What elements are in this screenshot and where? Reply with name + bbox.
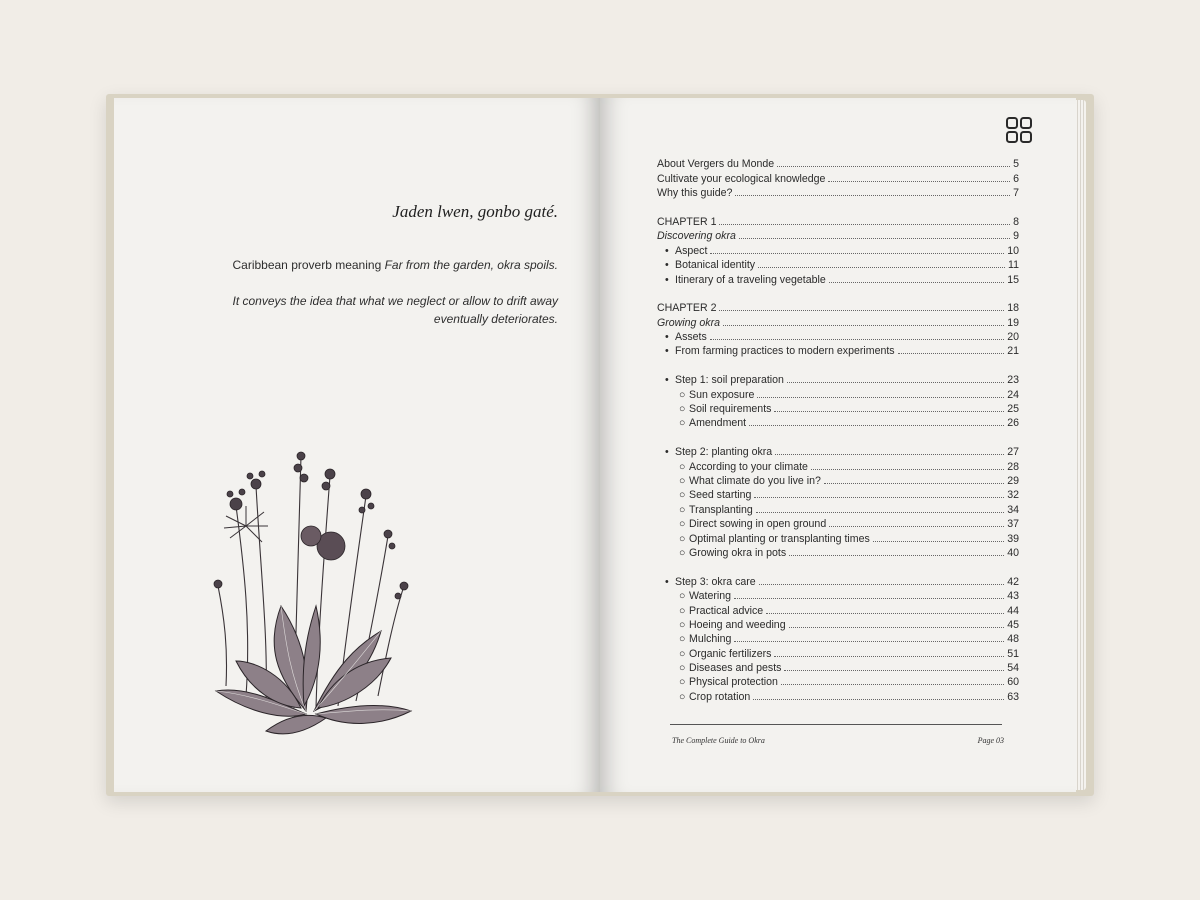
- toc-entry[interactable]: ○ Hoeing and weeding 45: [679, 618, 1019, 631]
- toc-entry[interactable]: ○ Mulching 48: [679, 633, 1019, 646]
- toc-entry[interactable]: ○ Direct sowing in open ground 37: [679, 518, 1019, 531]
- toc-entry[interactable]: ○ Diseases and pests 54: [679, 662, 1019, 675]
- meaning-prefix: Caribbean proverb meaning: [232, 258, 385, 272]
- toc-step-3[interactable]: • Step 3: okra care 42: [665, 575, 1019, 588]
- proverb-heading: Jaden lwen, gonbo gaté.: [392, 202, 558, 221]
- meaning-translation: Far from the garden, okra spoils.: [384, 258, 558, 272]
- toc-entry[interactable]: ○ Optimal planting or transplanting times 39: [679, 532, 1019, 545]
- toc-entry[interactable]: ○ Organic fertilizers 51: [679, 647, 1019, 660]
- footer-book-title: The Complete Guide to Okra: [672, 736, 765, 745]
- toc-entry[interactable]: • From farming practices to modern experiments 21: [665, 345, 1019, 358]
- proverb-explanation: It conveys the idea that what we neglect or allow to drift away eventually deteriorates.: [232, 294, 558, 326]
- toc-entry[interactable]: Cultivate your ecological knowledge 6: [657, 172, 1019, 185]
- left-page: [114, 98, 600, 792]
- four-squares-grid-icon: [1005, 116, 1033, 144]
- toc-entry[interactable]: ○ Growing okra in pots 40: [679, 546, 1019, 559]
- toc-entry[interactable]: ○ Seed starting 32: [679, 489, 1019, 502]
- toc-entry[interactable]: ○ Practical advice 44: [679, 604, 1019, 617]
- toc-entry[interactable]: ○ Sun exposure 24: [679, 388, 1019, 401]
- toc-chapter-subtitle[interactable]: Growing okra 19: [657, 316, 1019, 329]
- toc-entry[interactable]: Why this guide? 7: [657, 187, 1019, 200]
- toc-entry[interactable]: ○ According to your climate 28: [679, 460, 1019, 473]
- toc-entry[interactable]: ○ Physical protection 60: [679, 676, 1019, 689]
- right-page: [600, 98, 1076, 792]
- toc-entry[interactable]: ○ Amendment 26: [679, 417, 1019, 430]
- footer-page-number: Page 03: [977, 736, 1004, 745]
- table-of-contents: [657, 156, 1019, 703]
- proverb-meaning: [198, 258, 558, 272]
- toc-entry[interactable]: • Assets 20: [665, 331, 1019, 344]
- toc-entry[interactable]: • Aspect 10: [665, 244, 1019, 257]
- toc-entry[interactable]: ○ Watering 43: [679, 590, 1019, 603]
- toc-step-2[interactable]: • Step 2: planting okra 27: [665, 446, 1019, 459]
- toc-entry[interactable]: About Vergers du Monde 5: [657, 158, 1019, 171]
- toc-chapter-2[interactable]: CHAPTER 2 18: [657, 302, 1019, 315]
- toc-entry[interactable]: • Botanical identity 11: [665, 259, 1019, 272]
- toc-chapter-1[interactable]: CHAPTER 1 8: [657, 215, 1019, 228]
- toc-entry[interactable]: ○ Soil requirements 25: [679, 403, 1019, 416]
- botanical-illustration: [206, 446, 420, 738]
- toc-entry[interactable]: ○ Crop rotation 63: [679, 690, 1019, 703]
- toc-entry[interactable]: ○ Transplanting 34: [679, 503, 1019, 516]
- toc-entry[interactable]: • Itinerary of a traveling vegetable 15: [665, 273, 1019, 286]
- toc-entry[interactable]: ○ What climate do you live in? 29: [679, 474, 1019, 487]
- toc-chapter-subtitle[interactable]: Discovering okra 9: [657, 230, 1019, 243]
- toc-step-1[interactable]: • Step 1: soil preparation 23: [665, 374, 1019, 387]
- footer-divider: [670, 724, 1002, 725]
